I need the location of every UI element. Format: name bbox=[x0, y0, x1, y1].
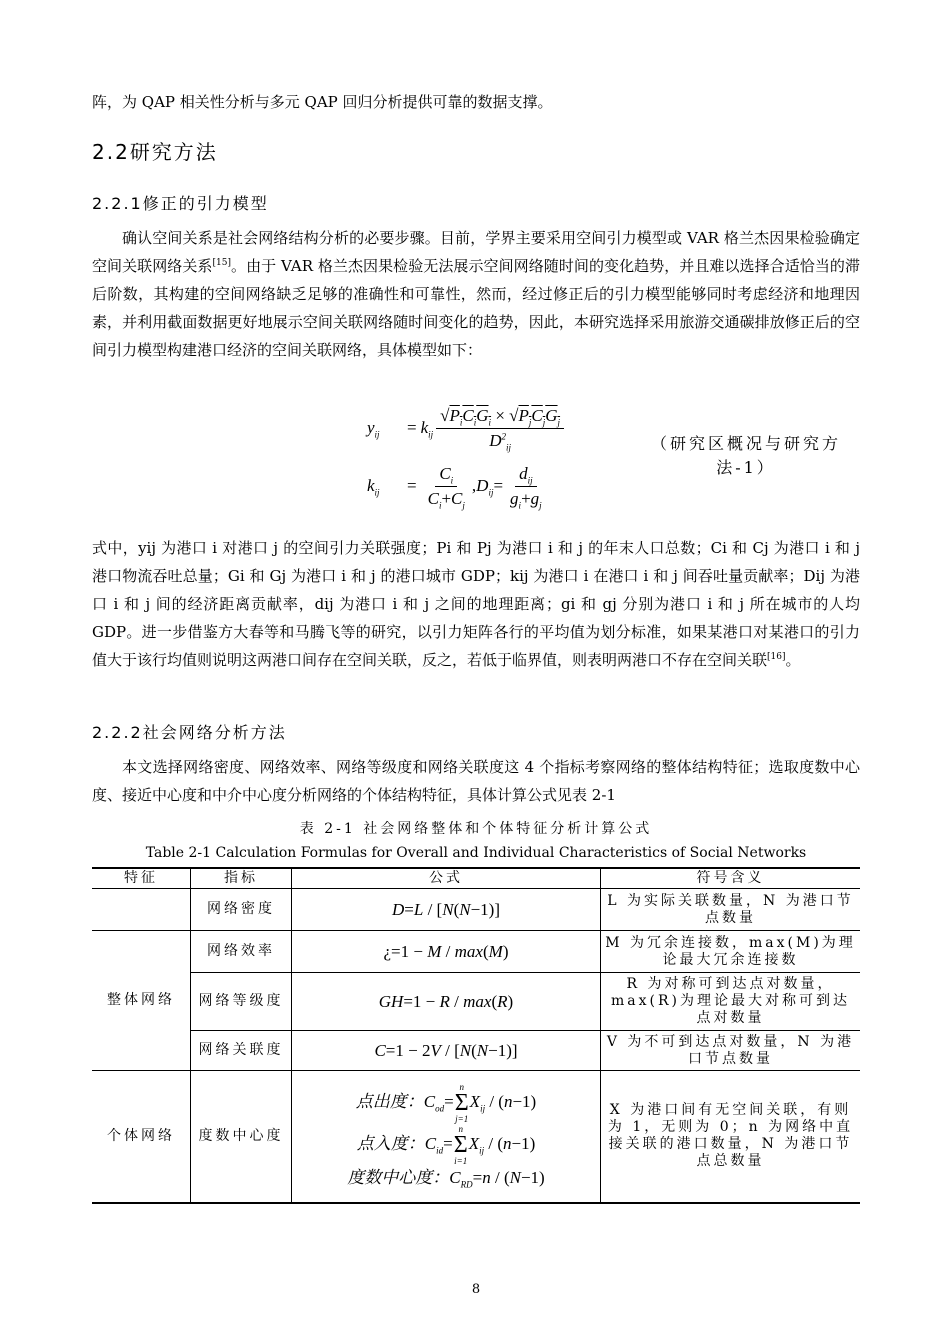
paragraph-variables-text: 式中，yij 为港口 i 对港口 j 的空间引力关联强度；Pi 和 Pj 为港口 i 和 j 的年末人口总数；Ci 和 Cj 为港口 i 和 j 港口物流吞吐总量；Gi 和 Gj 为港口 i 和 j 的港口城市 GDP；kij 为港口 i 在港口 i 和 j 间吞吐量贡献率；Dij 为港口 i 和 j 间的经济距离贡献率，dij 为港口 i 和 j 之间的地理距离；gi 和 gj 分别为港口 i 和 j 所在城市的人均 GDP。进一步借鉴方大春等和马腾飞等的研究，以引力矩阵各行的平均值为划分标准，如果某港口对某港口的引力值大于该行均值则说明这两港口间存在空间关联，反之，若低于临界值，则表明两港口不存在空间关联 bbox=[92, 539, 860, 669]
formula-table bbox=[92, 867, 860, 1204]
paragraph-variables-end: 。 bbox=[785, 651, 801, 669]
group-cell-empty bbox=[92, 889, 191, 931]
formula-hierarchy: GH=1 − R / max(R) bbox=[292, 973, 601, 1031]
citation-15: [15] bbox=[212, 258, 231, 268]
header-formula: 公式 bbox=[292, 868, 601, 889]
subsection-heading-1 bbox=[92, 191, 269, 214]
section-heading bbox=[92, 136, 218, 165]
meaning-cell: V 为不可到达点对数量，N 为港口节点数量 bbox=[601, 1031, 861, 1071]
table-row bbox=[92, 889, 860, 931]
section-number: 2.2 bbox=[92, 140, 130, 164]
subsection-heading-2 bbox=[92, 720, 287, 743]
subsection-number-2: 2.2.2 bbox=[92, 723, 143, 742]
intro-line: 阵，为 QAP 相关性分析与多元 QAP 回归分析提供可靠的数据支撑。 bbox=[92, 93, 553, 111]
formula-label: （研究区概况与研究方法-1） bbox=[650, 434, 841, 477]
citation-16: [16] bbox=[767, 652, 786, 662]
table-caption-cn: 表 2-1 社会网络整体和个体特征分析计算公式 bbox=[299, 821, 653, 837]
gravity-formula: $y_{ij}$ = $k_{ij}$ $\frac{√P_iC_iG_i \times √P_jC_jG_j}{D^2_{ij}}$ $k_{ij}$ = $\frac{C_i}{C_i+C_j}$ , $D_{ij}$ = $\frac{d_{ij}}{g_i+g_j}$ bbox=[367, 398, 607, 514]
table-row bbox=[92, 1071, 860, 1203]
label-degree-centrality: 度数中心度： bbox=[347, 1168, 450, 1188]
indicator-cell: 网络密度 bbox=[191, 889, 292, 931]
paragraph-gravity-model-a: 确认空间关系是社会网络结构分析的必要步骤。目前，学界主要采用空间引力模型或 VAR 格兰杰因果检验确定空间关联网络关系 bbox=[92, 229, 860, 275]
formula-density: D=L / [N(N−1)] bbox=[292, 889, 601, 931]
label-out-degree: 点出度： bbox=[355, 1092, 424, 1112]
formula-connectedness: C=1 − 2V / [N(N−1)] bbox=[292, 1031, 601, 1071]
meaning-cell: L 为实际关联数量，N 为港口节点数量 bbox=[601, 889, 861, 931]
paragraph-variables bbox=[92, 534, 860, 674]
paragraph-gravity-model bbox=[92, 224, 860, 364]
header-meaning: 符号含义 bbox=[601, 868, 861, 889]
indicator-cell: 网络等级度 bbox=[191, 973, 292, 1031]
subsection-title-2: 社会网络分析方法 bbox=[142, 723, 287, 742]
meaning-cell: X 为港口间有无空间关联，有则为 1，无则为 0；n 为网络中直接关联的港口数量，N 为港口节点总数量 bbox=[601, 1071, 861, 1203]
indicator-cell: 网络关联度 bbox=[191, 1031, 292, 1071]
header-indicator: 指标 bbox=[191, 868, 292, 889]
formula-efficiency: ¿=1 − M / max(M) bbox=[292, 931, 601, 973]
meaning-cell: R 为对称可到达点对数量，max(R)为理论最大对称可到达点对数量 bbox=[601, 973, 861, 1031]
table-header-row bbox=[92, 868, 860, 889]
table-caption-en: Table 2-1 Calculation Formulas for Overall and Individual Characteristics of Social Networks bbox=[145, 845, 807, 861]
table-row bbox=[92, 973, 860, 1031]
table-row bbox=[92, 1031, 860, 1071]
group-cell-individual: 个体网络 bbox=[92, 1071, 191, 1203]
header-feature: 特征 bbox=[92, 868, 191, 889]
indicator-cell: 网络效率 bbox=[191, 931, 292, 973]
table-row bbox=[92, 931, 860, 973]
meaning-cell: M 为冗余连接数，max(M)为理论最大冗余连接数 bbox=[601, 931, 861, 973]
subsection-number-1: 2.2.1 bbox=[92, 194, 143, 213]
paragraph-gravity-model-b: 。由于 VAR 格兰杰因果检验无法展示空间网络随时间的变化趋势，并且难以选择合适恰当的滞后阶数，其构建的空间网络缺乏足够的准确性和可靠性，然而，经过修正后的引力模型能够同时考虑经济和地理因素，并利用截面数据更好地展示空间关联网络随时间变化的趋势，因此，本研究选择采用旅游交通碳排放修正后的空间引力模型构建港口经济的空间关联网络，具体模型如下： bbox=[92, 257, 860, 359]
label-in-degree: 点入度： bbox=[356, 1134, 425, 1154]
paragraph-sna: 本文选择网络密度、网络效率、网络等级度和网络关联度这 4 个指标考察网络的整体结构特征；选取度数中心度、接近中心度和中介中心度分析网络的个体结构特征，具体计算公式见表 2-1 bbox=[92, 758, 860, 804]
formula-degree-centrality: 点出度：$C_{od}=$ n Σ j=1 $X_{ij} / (n-1)$ 点入度：$C_{id}=$ n Σ i=1 $X_{ij} / (n-1)$ 度数中心度：$C_{RD}=n / (N-1)$ bbox=[292, 1071, 601, 1203]
page-number: 8 bbox=[471, 1282, 481, 1297]
subsection-title-1: 修正的引力模型 bbox=[142, 194, 269, 213]
section-title: 研究方法 bbox=[129, 140, 218, 164]
indicator-cell: 度数中心度 bbox=[191, 1071, 292, 1203]
group-cell-overall: 整体网络 bbox=[92, 931, 191, 1071]
